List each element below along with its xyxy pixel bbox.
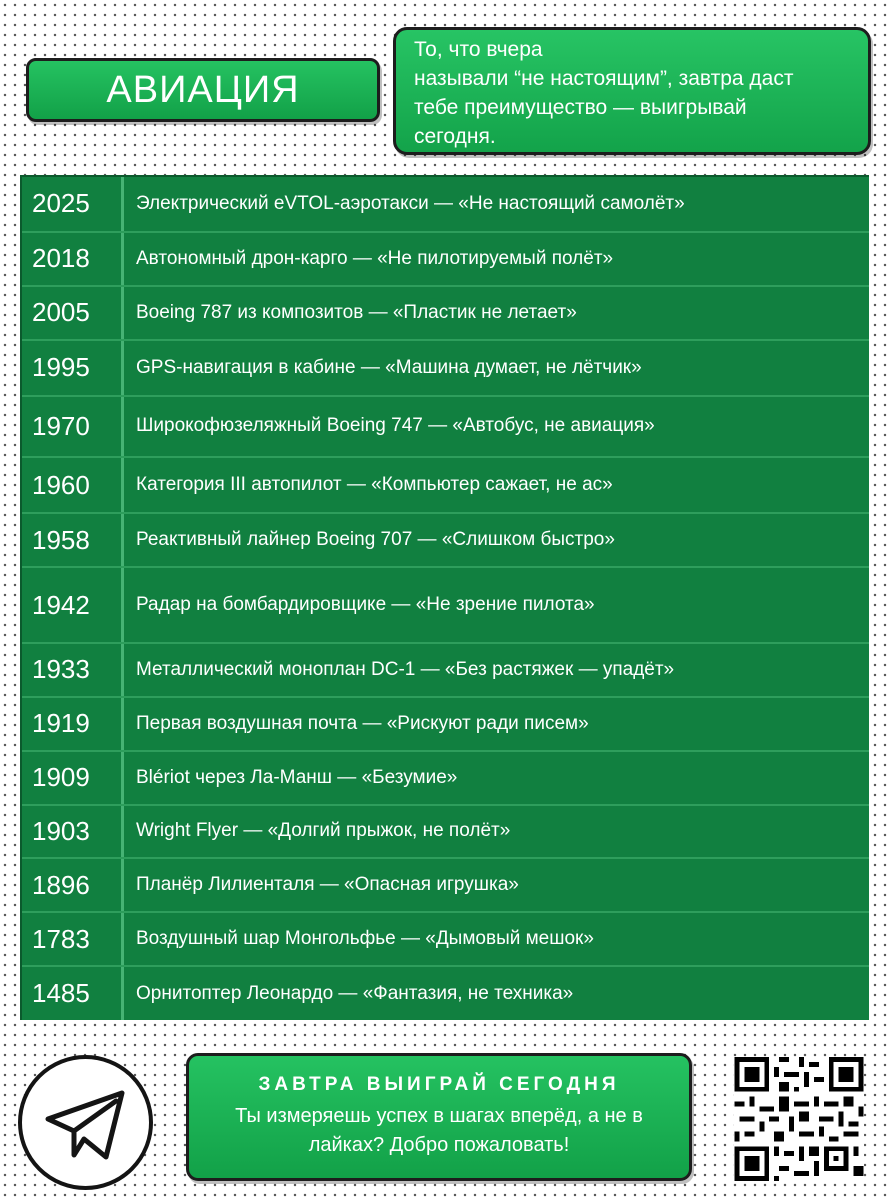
page-title (26, 58, 380, 122)
timeline-year: 1960 (22, 458, 124, 512)
timeline-year: 1958 (22, 514, 124, 566)
timeline-year: 2018 (22, 233, 124, 285)
timeline-event: Электрический eVTOL-аэротакси — «Не настоящий самолёт» (136, 192, 685, 214)
timeline-event: Воздушный шар Монгольфье — «Дымовый мешок» (136, 928, 594, 950)
timeline-event: Первая воздушная почта — «Рискуют ради писем» (136, 712, 589, 734)
timeline-row (22, 859, 869, 913)
timeline-row (22, 967, 869, 1020)
timeline-row (22, 397, 869, 459)
timeline-event: Орнитоптер Леонардо — «Фантазия, не техника» (136, 982, 574, 1004)
quote-line: тебе преимущество — выигрывай (414, 96, 747, 119)
timeline-row (22, 287, 869, 341)
timeline-row (22, 698, 869, 752)
timeline-year: 1942 (22, 568, 124, 642)
timeline-year: 2025 (22, 177, 124, 231)
quote-line: называли “не настоящим”, завтра даст (414, 67, 794, 90)
timeline-row (22, 913, 869, 967)
timeline-year: 1896 (22, 859, 124, 911)
timeline-event: Радар на бомбардировщике — «Не зрение пилота» (136, 594, 595, 616)
timeline-row (22, 806, 869, 860)
timeline-event: Широкофюзеляжный Boeing 747 — «Автобус, не авиация» (136, 415, 655, 437)
qr-code-graphic (734, 1057, 864, 1181)
quote-box (393, 27, 871, 155)
paper-plane-icon (22, 1059, 149, 1186)
timeline-row (22, 568, 869, 644)
timeline-event: Планёр Лилиенталя — «Опасная игрушка» (136, 874, 519, 896)
timeline-row (22, 341, 869, 397)
timeline-year: 1485 (22, 967, 124, 1020)
telegram-icon[interactable] (18, 1055, 153, 1190)
timeline-year: 1933 (22, 644, 124, 696)
timeline-event: Категория III автопилот — «Компьютер сажает, не ас» (136, 474, 613, 496)
quote-line: сегодня. (414, 125, 496, 148)
timeline-year: 1919 (22, 698, 124, 750)
timeline-event: Boeing 787 из композитов — «Пластик не летает» (136, 301, 577, 323)
timeline-event: Blériot через Ла-Манш — «Безумие» (136, 766, 458, 788)
timeline-year: 1970 (22, 397, 124, 457)
timeline-row (22, 458, 869, 514)
timeline-row (22, 233, 869, 287)
timeline-event: Wright Flyer — «Долгий прыжок, не полёт» (136, 820, 511, 842)
timeline-row (22, 752, 869, 806)
timeline-event: Металлический моноплан DC-1 — «Без растяжек — упадёт» (136, 658, 675, 680)
timeline-row (22, 514, 869, 568)
page-title-text: АВИАЦИЯ (106, 68, 300, 111)
timeline-event: Автономный дрон-карго — «Не пилотируемый полёт» (136, 247, 614, 269)
qr-code-icon[interactable] (734, 1057, 864, 1181)
timeline-year: 1783 (22, 913, 124, 965)
timeline-row (22, 177, 869, 233)
timeline-event: GPS-навигация в кабине — «Машина думает, не лётчик» (136, 356, 642, 378)
timeline-year: 1995 (22, 341, 124, 395)
quote-line: То, что вчера (414, 38, 543, 61)
timeline-year: 2005 (22, 287, 124, 339)
promo-heading: ЗАВТРА ВЫИГРАЙ СЕГОДНЯ (258, 1074, 620, 1095)
timeline-row (22, 644, 869, 698)
promo-box (186, 1053, 692, 1181)
timeline-event: Реактивный лайнер Boeing 707 — «Слишком быстро» (136, 529, 615, 551)
timeline-table (20, 175, 869, 1020)
timeline-year: 1903 (22, 806, 124, 858)
promo-text: Ты измеряешь успех в шагах вперёд, а не в лайках? Добро пожаловать! (235, 1105, 643, 1156)
timeline-year: 1909 (22, 752, 124, 804)
